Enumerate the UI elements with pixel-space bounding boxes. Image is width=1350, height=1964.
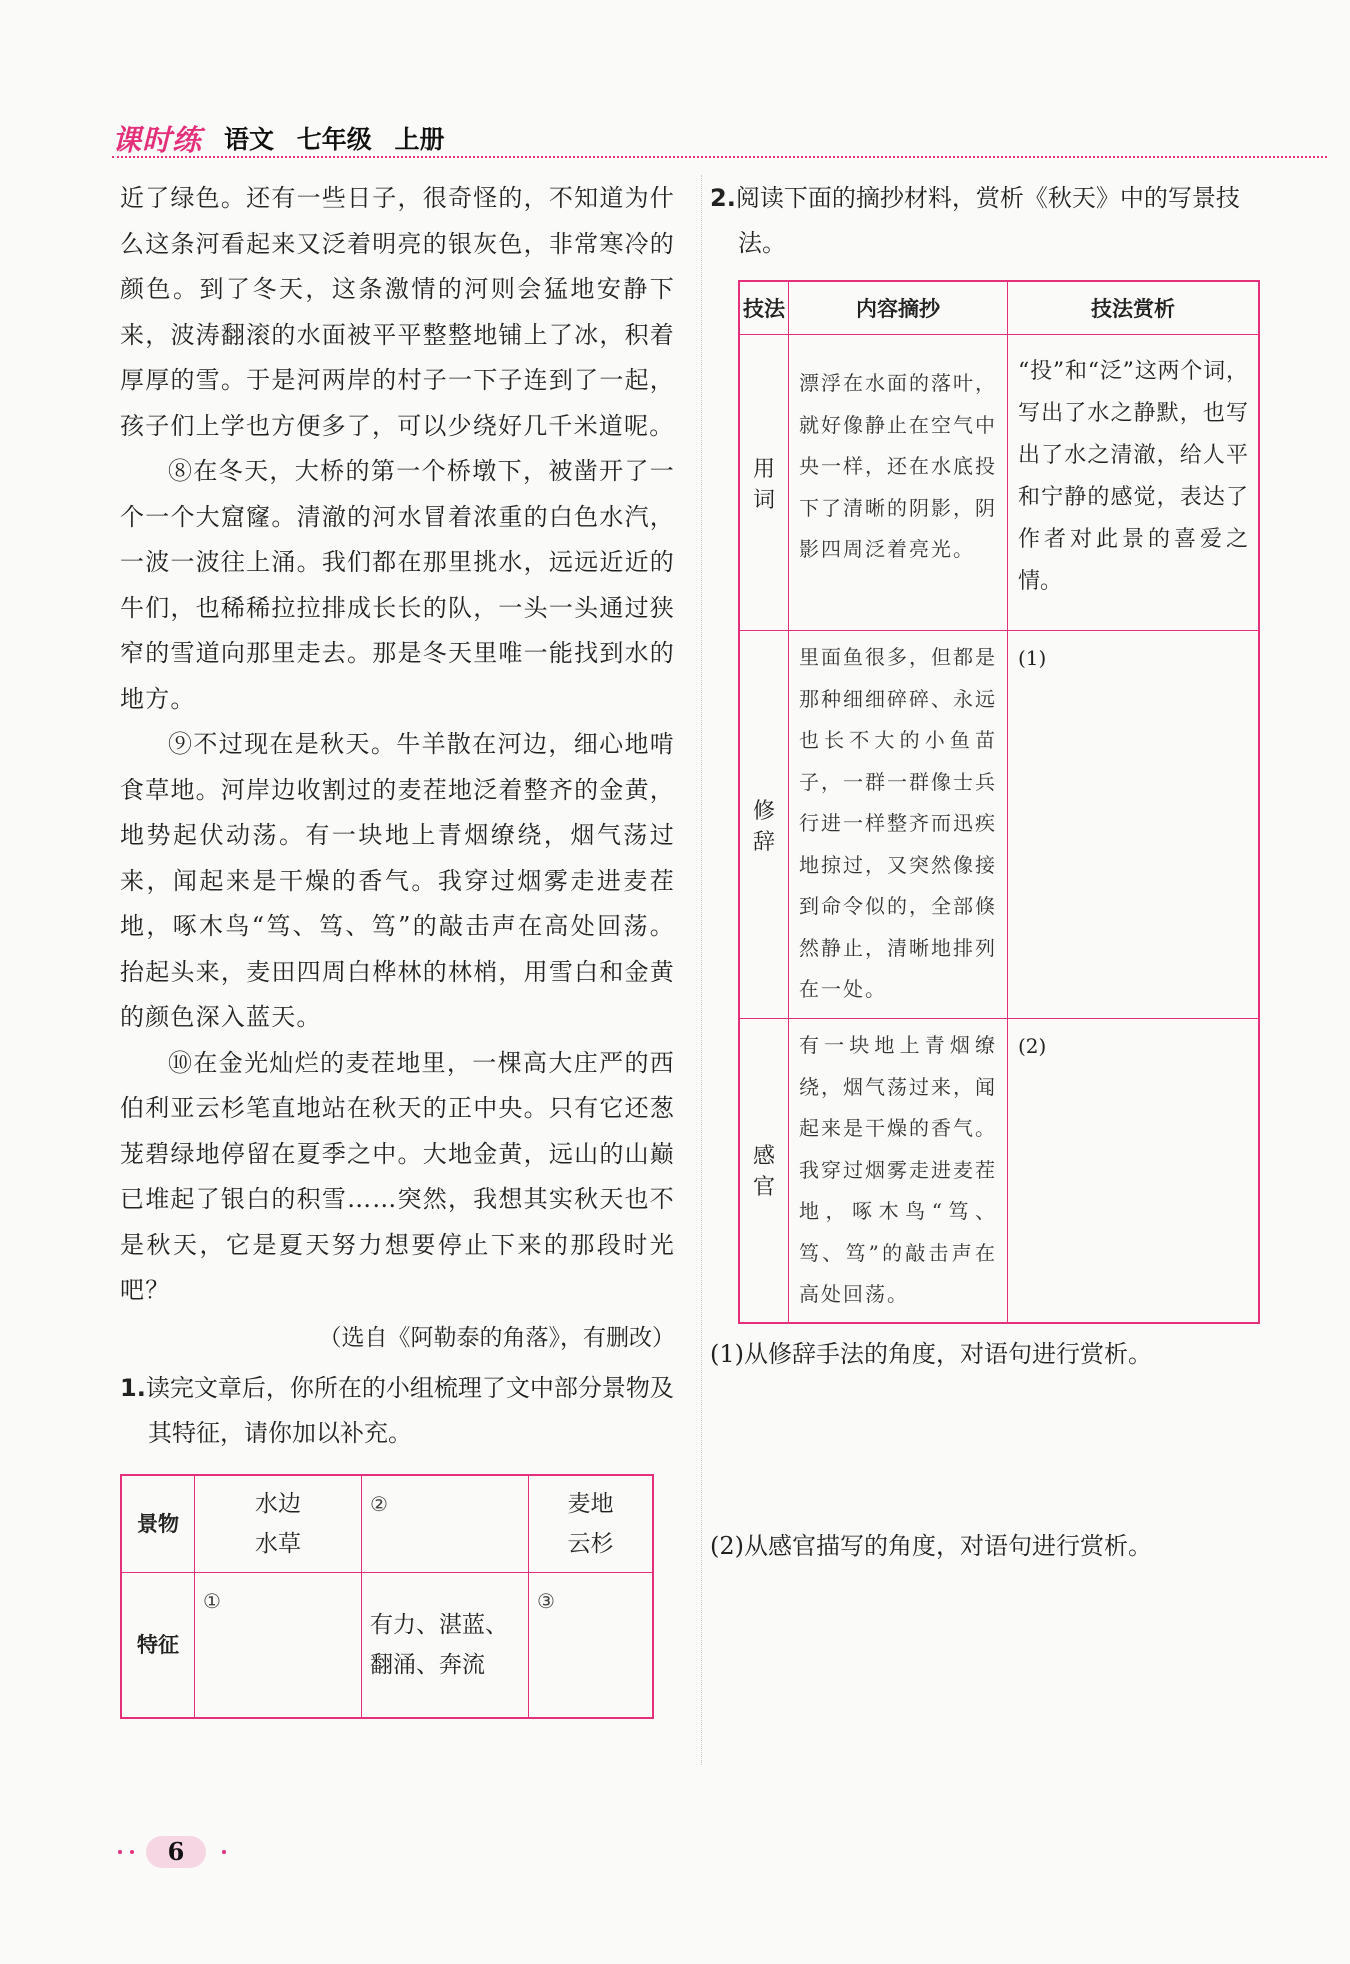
question-2-text: 阅读下面的摘抄材料，赏析《秋天》中的写景技法。	[735, 184, 1240, 257]
passage-paragraph-10: ⑩在金光灿烂的麦茬地里，一棵高大庄严的西伯利亚云杉笔直地站在秋天的正中央。只有它还葱茏碧绿地停留在夏季之中。大地金黄，远山的山巅已堆起了银白的积雪……突然，我想其实秋天也不是秋天，它是夏天努力想要停止下来的那段时光吧？	[120, 1048, 675, 1304]
feature-cell-3[interactable]	[529, 1572, 654, 1718]
analysis-senses-blank[interactable]: (2)	[1008, 1019, 1260, 1323]
analysis-rhetoric-blank[interactable]: (1)	[1008, 631, 1260, 1019]
series-logo: 课时练	[112, 123, 203, 157]
feature-label: 特征	[121, 1572, 195, 1718]
analysis-wording: “投”和“泛”这两个词，写出了水之静默，也写出了水之清澈，给人平和宁静的感觉，表达了作者对此景的喜爱之情。	[1008, 335, 1260, 631]
header-subject-info	[224, 120, 444, 156]
subject: 语文	[224, 125, 275, 154]
question-1	[120, 1366, 675, 1456]
feature-cell-2: 有力、湛蓝、 翻涌、奔流	[362, 1572, 529, 1718]
passage-paragraph-9: ⑨不过现在是秋天。牛羊散在河边，细心地啃食草地。河岸边收割过的麦茬地泛着整齐的金黄，地势起伏动荡。有一块地上青烟缭绕，烟气荡过来，闻起来是干燥的香气。我穿过烟雾走进麦茬地，啄木鸟“笃、笃、笃”的敲击声在高处回荡。抬起头来，麦田四周白桦林的林梢，用雪白和金黄的颜色深入蓝天。	[120, 730, 675, 1031]
sub-question-2: (2)从感官描写的角度，对语句进行赏析。	[710, 1531, 1152, 1560]
volume: 上册	[394, 125, 445, 154]
page-number: 6	[167, 1837, 185, 1866]
header-excerpt: 内容摘抄	[789, 281, 1008, 335]
passage-paragraph-continued: 近了绿色。还有一些日子，很奇怪的，不知道为什么这条河看起来又泛着明亮的银灰色，非常寒冷的颜色。到了冬天，这条激情的河则会猛地安静下来，波涛翻滚的水面被平平整整地铺上了冰，积着厚厚的雪。于是河两岸的村子一下子连到了一起，孩子们上学也方便多了，可以少绕好几千米道呢。	[120, 184, 675, 440]
excerpt-senses: 有一块地上青烟缭绕，烟气荡过来，闻起来是干燥的香气。我穿过烟雾走进麦茬地，啄木鸟“笃、笃、笃”的敲击声在高处回荡。	[789, 1019, 1008, 1323]
excerpt-rhetoric: 里面鱼很多，但都是那种细细碎碎、永远也长不大的小鱼苗子，一群一群像士兵行进一样整齐而迅疾地掠过，又突然像接到命令似的，全部倏然静止，清晰地排列在一处。	[789, 631, 1008, 1019]
technique-rhetoric: 修辞	[739, 631, 789, 1019]
feature-row	[121, 1572, 653, 1718]
scenery-cell-3: 麦地 云杉	[529, 1475, 654, 1573]
technique-wording: 用词	[739, 335, 789, 631]
technique-table-header	[739, 281, 1259, 335]
scenery-cell-2[interactable]	[362, 1475, 529, 1573]
sub-question-1: (1)从修辞手法的角度，对语句进行赏析。	[710, 1339, 1152, 1368]
feature-cell-1[interactable]	[195, 1572, 362, 1718]
page-header	[112, 112, 1322, 160]
technique-row-rhetoric	[739, 631, 1259, 1019]
scenery-feature-table	[120, 1474, 654, 1720]
technique-senses: 感官	[739, 1019, 789, 1323]
grade: 七年级	[296, 125, 372, 154]
passage-paragraph-8: ⑧在冬天，大桥的第一个桥墩下，被凿开了一个一个大窟窿。清澈的河水冒着浓重的白色水汽，一波一波往上涌。我们都在那里挑水，远远近近的牛们，也稀稀拉拉排成长长的队，一头一头通过狭窄的雪道向那里走去。那是冬天里唯一能找到水的地方。	[120, 457, 675, 713]
blank-marker-2: ②	[370, 1491, 388, 1516]
question-1-text: 读完文章后，你所在的小组梳理了文中部分景物及其特征，请你加以补充。	[145, 1373, 674, 1447]
scenery-label: 景物	[121, 1475, 195, 1573]
header-divider	[112, 156, 1327, 158]
passage-source: （选自《阿勒泰的角落》，有删改）	[318, 1324, 675, 1351]
technique-row-wording	[739, 335, 1259, 631]
page-footer	[118, 1834, 238, 1874]
left-column	[120, 176, 675, 1719]
header-technique: 技法	[739, 281, 789, 335]
question-1-number: 1.	[120, 1373, 146, 1402]
answer-space-1[interactable]	[710, 1376, 1270, 1516]
header-analysis: 技法赏析	[1008, 281, 1260, 335]
excerpt-wording: 漂浮在水面的落叶，就好像静止在空气中央一样，还在水底投下了清晰的阴影，阴影四周泛着亮光。	[789, 335, 1008, 631]
technique-table	[738, 280, 1260, 1324]
footer-dot	[130, 1850, 134, 1854]
question-2-number: 2.	[710, 184, 736, 212]
right-column	[710, 176, 1270, 1568]
question-2	[710, 176, 1270, 266]
scenery-row	[121, 1475, 653, 1573]
column-divider	[701, 175, 702, 1765]
footer-dot	[222, 1850, 226, 1854]
scenery-cell-1: 水边 水草	[195, 1475, 362, 1573]
blank-marker-1: ①	[203, 1588, 221, 1613]
blank-marker-3: ③	[537, 1588, 555, 1613]
technique-row-senses	[739, 1019, 1259, 1323]
footer-dot	[118, 1850, 122, 1854]
